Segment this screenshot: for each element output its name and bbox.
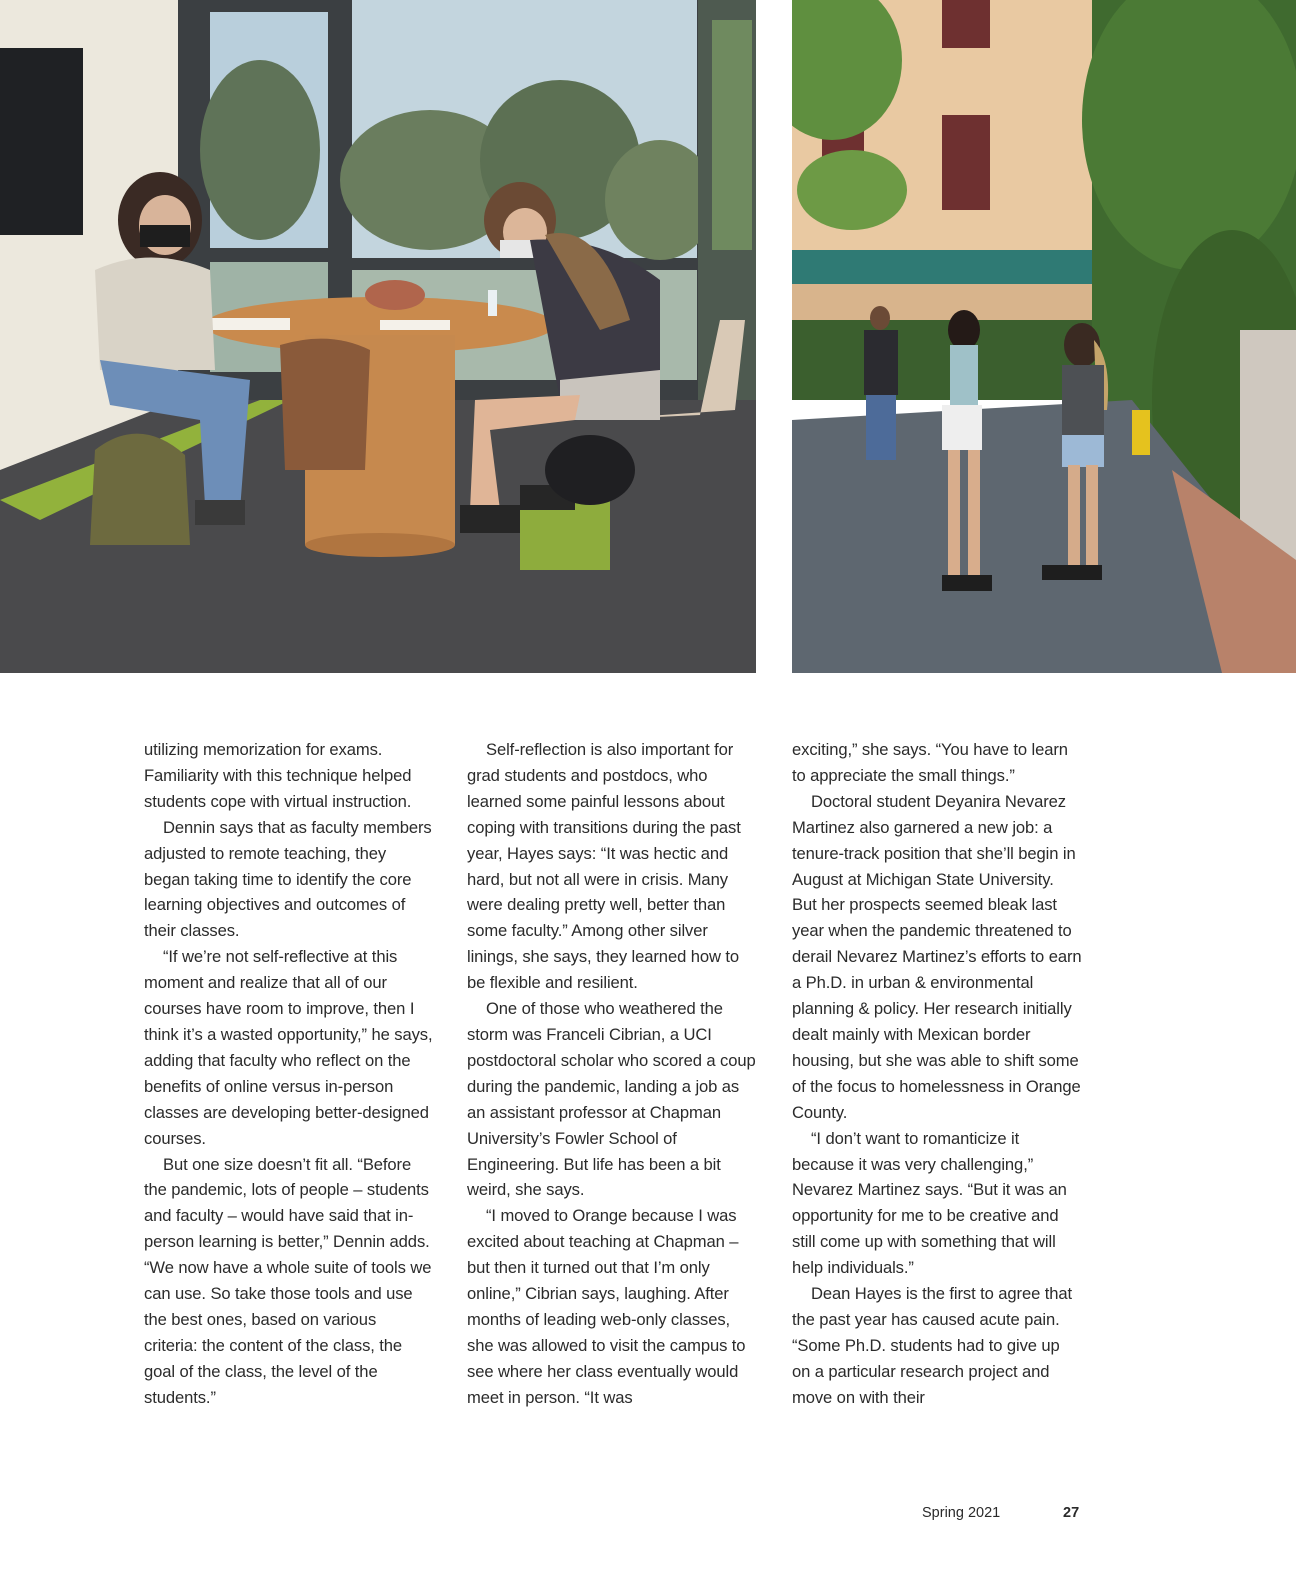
courtyard-photo xyxy=(792,0,1296,673)
paragraph: “If we’re not self-reflective at this moment and realize that all of our courses have room to improve, then I think it’s a wasted opportunity,” he says, adding that faculty who reflect on the benefits of online versus in-person classes are developing better-designed courses. xyxy=(144,947,433,1148)
paragraph: utilizing memorization for exams. Familiarity with this technique helped students cope with virtual instruction. xyxy=(144,740,412,811)
paragraph: “I don’t want to romanticize it because it was very challenging,” Nevarez Martinez says. “But it was an opportunity for me to be creative and still come up with something that will help individuals.” xyxy=(792,1128,1067,1278)
study-room-photo xyxy=(0,0,756,673)
paragraph: Self-reflection is also important for grad students and postdocs, who learned some painful lessons about coping with transitions during the past year, Hayes says: “It was hectic and hard, but not all were in crisis. Many were dealing pretty well, better than some faculty.” Among other silver linings, she says, they learned how to be flexible and resilient. xyxy=(467,740,741,993)
article-column-2 xyxy=(467,737,757,1411)
issue-label: Spring 2021 xyxy=(922,1505,1001,1521)
page-number: 27 xyxy=(1063,1505,1080,1521)
paragraph: Doctoral student Deyanira Nevarez Martinez also garnered a new job: a tenure-track position that she’ll begin in August at Michigan State University. But her prospects seemed bleak last year when the pandemic threatened to derail Nevarez Martinez’s efforts to earn a Ph.D. in urban & environmental planning & policy. Her research initially dealt mainly with Mexican border housing, but she was able to shift some of the focus to homelessness in Orange County. xyxy=(792,791,1082,1122)
paragraph: Dennin says that as faculty members adjusted to remote teaching, they began taking time to identify the core learning objectives and outcomes of their classes. xyxy=(144,817,432,941)
paragraph: “I moved to Orange because I was excited about teaching at Chapman – but then it turned out that I’m only online,” Cibrian says, laughing. After months of leading web-only classes, she was allowed to visit the campus to see where her class eventually would meet in person. “It was xyxy=(467,1206,746,1407)
paragraph: Dean Hayes is the first to agree that the past year has caused acute pain. “Some Ph.D. students had to give up on a particular research project and move on with their xyxy=(792,1284,1073,1407)
study-room-image xyxy=(0,0,756,673)
paragraph: But one size doesn’t fit all. “Before the pandemic, lots of people – students and faculty – would have said that in-person learning is better,” Dennin adds. “We now have a whole suite of tools we can use. So take those tools and use the best ones, based on various criteria: the content of the class, the goal of the class, the level of the students.” xyxy=(144,1154,432,1407)
paragraph: exciting,” she says. “You have to learn to appreciate the small things.” xyxy=(792,740,1068,785)
article-column-1 xyxy=(144,737,434,1411)
courtyard-image xyxy=(792,0,1296,673)
paragraph: One of those who weathered the storm was Franceli Cibrian, a UCI postdoctoral scholar who scored a coup during the pandemic, landing a job as an assistant professor at Chapman University’s Fowler School of Engineering. But life has been a bit weird, she says. xyxy=(467,999,756,1200)
article-column-3 xyxy=(792,737,1082,1411)
